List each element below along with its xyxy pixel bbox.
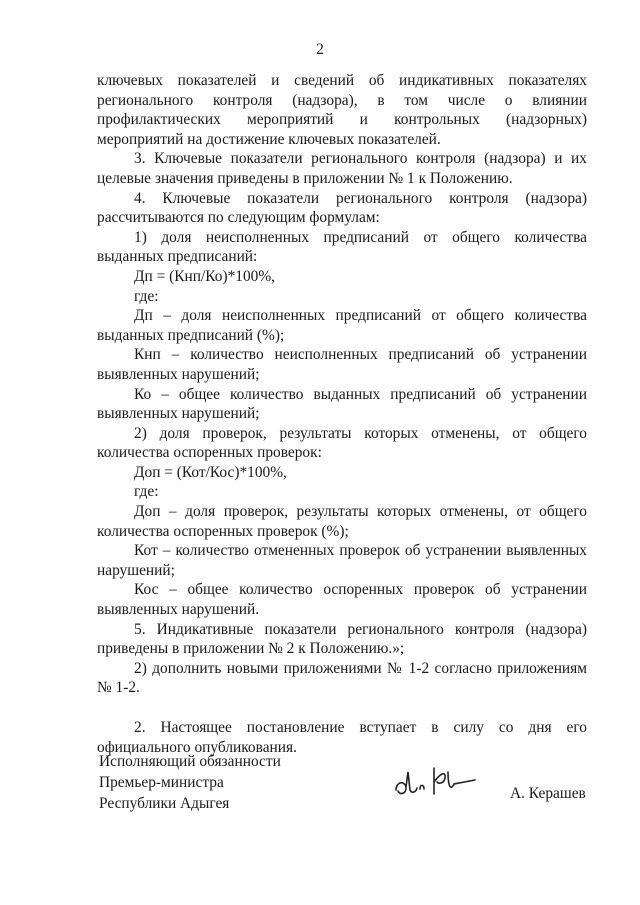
signatory-title-line3: Республики Адыгея	[99, 795, 230, 812]
paragraph-item-5: 5. Индикативные показатели регионального контроля (надзора) приведены в приложении № 2 к Положению.»;	[97, 620, 587, 658]
formula-2-def-dop: Доп – доля проверок, результаты которых отменены, от общего количества оспоренных проверок (%);	[97, 503, 587, 540]
formula-2: Доп = (Кот/Кос)*100%,	[134, 463, 287, 481]
formula-1-where: где:	[134, 287, 159, 305]
signatory-title-line2: Премьер-министра	[99, 774, 224, 791]
signatory-title	[99, 751, 281, 814]
formula-2-where: где:	[134, 483, 159, 501]
handwritten-signature	[390, 760, 480, 810]
paragraph-amendment-2: 2) дополнить новыми приложениями № 1-2 согласно приложениям № 1-2.	[97, 659, 587, 697]
formula-1-def-ko: Ко – общее количество выданных предписаний об устранении выявленных нарушений;	[97, 385, 587, 423]
page-number: 2	[316, 41, 324, 58]
signatory-name: А. Керашев	[510, 785, 586, 802]
spacer	[97, 698, 587, 718]
formula-item-1-description: 1) доля неисполненных предписаний от общего количества выданных предписаний:	[97, 228, 587, 266]
signatory-title-line1: Исполняющий обязанности	[99, 753, 281, 770]
formula-1-def-dp: Дп – доля неисполненных предписаний от общего количества выданных предписаний (%);	[97, 307, 587, 344]
formula-2-def-kos: Кос – общее количество оспоренных проверок об устранении выявленных нарушений.	[97, 581, 587, 619]
paragraph-continuation: ключевых показателей и сведений об индикативных показателях регионального контроля (надзора), в том числе о влиянии профилактических мероприятий и контрольных (надзорных) мероприятий на достижение ключевых показателей.	[97, 72, 587, 148]
document-body	[97, 71, 587, 757]
formula-1: Дп = (Кнп/Ко)*100%,	[134, 267, 276, 285]
formula-item-2-description: 2) доля проверок, результаты которых отменены, от общего количества оспоренных проверок:	[97, 424, 587, 462]
paragraph-item-3: 3. Ключевые показатели регионального контроля (надзора) и их целевые значения приведены в приложении № 1 к Положению.	[97, 150, 587, 187]
paragraph-item-4: 4. Ключевые показатели регионального контроля (надзора) рассчитываются по следующим формулам:	[97, 189, 587, 227]
paragraph-effective-date: 2. Настоящее постановление вступает в силу со дня его официального опубликования.	[97, 719, 587, 756]
formula-2-def-kot: Кот – количество отмененных проверок об устранении выявленных нарушений;	[97, 542, 587, 579]
formula-1-def-knp: Кнп – количество неисполненных предписаний об устранении выявленных нарушений;	[97, 346, 587, 383]
